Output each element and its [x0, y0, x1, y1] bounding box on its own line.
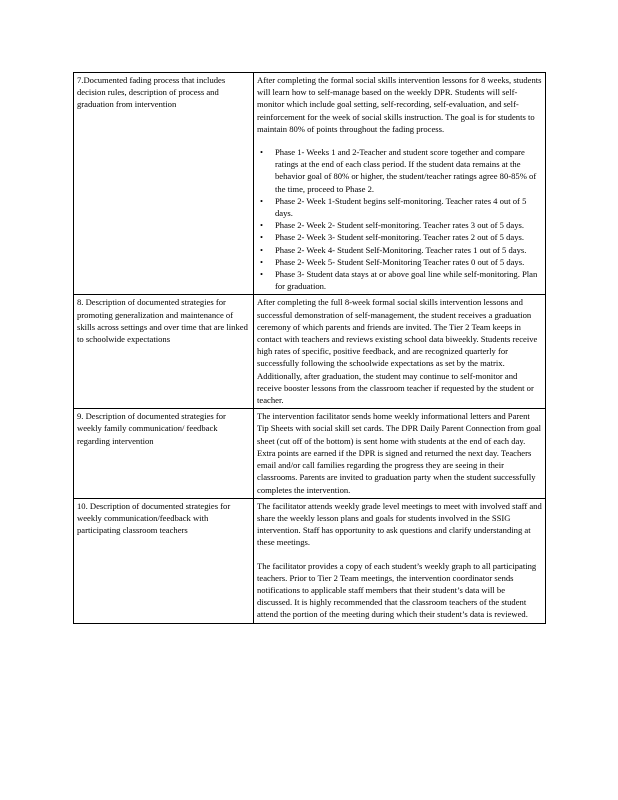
list-item: • Phase 2- Week 2- Student self-monitoring. Teacher rates 3 out of 5 days.	[275, 219, 542, 231]
list-item: • Phase 2- Week 3- Student self-monitoring. Teacher rates 2 out of 5 days.	[275, 231, 542, 243]
list-item: • Phase 3- Student data stays at or above goal line while self-monitoring. Plan for graduation.	[275, 268, 542, 292]
row-text: The facilitator provides a copy of each student’s weekly graph to all participating teachers. Prior to Tier 2 Team meetings, the intervention coordinator sends notifications to applicable staff members that their student’s data will be discussed. It is highly recommended that the classroom teachers of the student attend the portion of the meeting during which their student’s data is reviewed.	[257, 560, 537, 620]
row-content-cell	[254, 295, 546, 409]
table-row	[74, 295, 546, 409]
table-row	[74, 73, 546, 295]
table-row	[74, 498, 546, 623]
row-text: The facilitator attends weekly grade level meetings to meet with involved staff and share the weekly lesson plans and goals for students involved in the SSIG intervention. Staff has opportunity to ask questions and clarify understanding at these meetings.	[257, 500, 542, 548]
list-item: • Phase 2- Week 1-Student begins self-monitoring. Teacher rates 4 out of 5 days.	[275, 195, 542, 219]
row-content-cell	[254, 73, 546, 295]
row-label: 9. Description of documented strategies for weekly family communication/ feedback regarding intervention	[77, 411, 226, 446]
fading-intro: After completing the formal social skills intervention lessons for 8 weeks, students will learn how to self-manage based on the weekly DPR. Students will self-monitor which include goal setting, self-recording, self-evaluation, and self-reinforcement for the week of social skills instruction. The goal is for students to maintain 80% of points throughout the fading process.	[257, 75, 542, 134]
table-row	[74, 409, 546, 498]
row-label-cell	[74, 498, 254, 623]
list-item: • Phase 2- Week 4- Student Self-Monitoring. Teacher rates 1 out of 5 days.	[275, 244, 542, 256]
row-label: 8. Description of documented strategies for promoting generalization and maintenance of skills across settings and over time that are linked to schoolwide expectations	[77, 297, 248, 345]
row-content-cell	[254, 409, 546, 498]
row-content-cell	[254, 498, 546, 623]
row-label-cell	[74, 409, 254, 498]
row-label: 10. Description of documented strategies for weekly communication/feedback with participating classroom teachers	[77, 500, 231, 536]
intervention-table	[73, 72, 546, 624]
row-label-cell	[74, 295, 254, 409]
row-text: After completing the full 8-week formal social skills intervention lessons and successful demonstration of self-management, the student receives a graduation ceremony of which parents and friends are invited. The Tier 2 Team keeps in contact with teachers and reviews existing school data biweekly. Students receive high rates of specific, positive feedback, and are recognized quarterly for successfully following the schoolwide expectations as set by the matrix. Additionally, after graduation, the student may continue to self-monitor and receive booster lessons from the classroom teacher if requested by the student or teacher.	[257, 297, 538, 406]
phase-list	[257, 146, 542, 292]
list-item: • Phase 1- Weeks 1 and 2-Teacher and student score together and compare ratings at the end of each class period. If the student data remains at the behavior goal of 80% or higher, the student/teacher ratings agree 80-85% of the time, proceed to Phase 2.	[275, 146, 542, 195]
list-item: • Phase 2- Week 5- Student Self-Monitoring Teacher rates 0 out of 5 days.	[275, 256, 542, 268]
row-label: 7.Documented fading process that includes decision rules, description of process and graduation from intervention	[77, 75, 226, 110]
row-label-cell	[74, 73, 254, 295]
row-text: The intervention facilitator sends home weekly informational letters and Parent Tip Sheets with social skill set cards. The DPR Daily Parent Connection from goal sheet (cut off of the bottom) is sent home with students at the end of each day. Extra points are earned if the DPR is signed and returned the next day. Teachers email and/or call families regarding the progress they are seeing in their classrooms. Parents are invited to graduation party when the student successfully completes the intervention.	[257, 411, 542, 495]
